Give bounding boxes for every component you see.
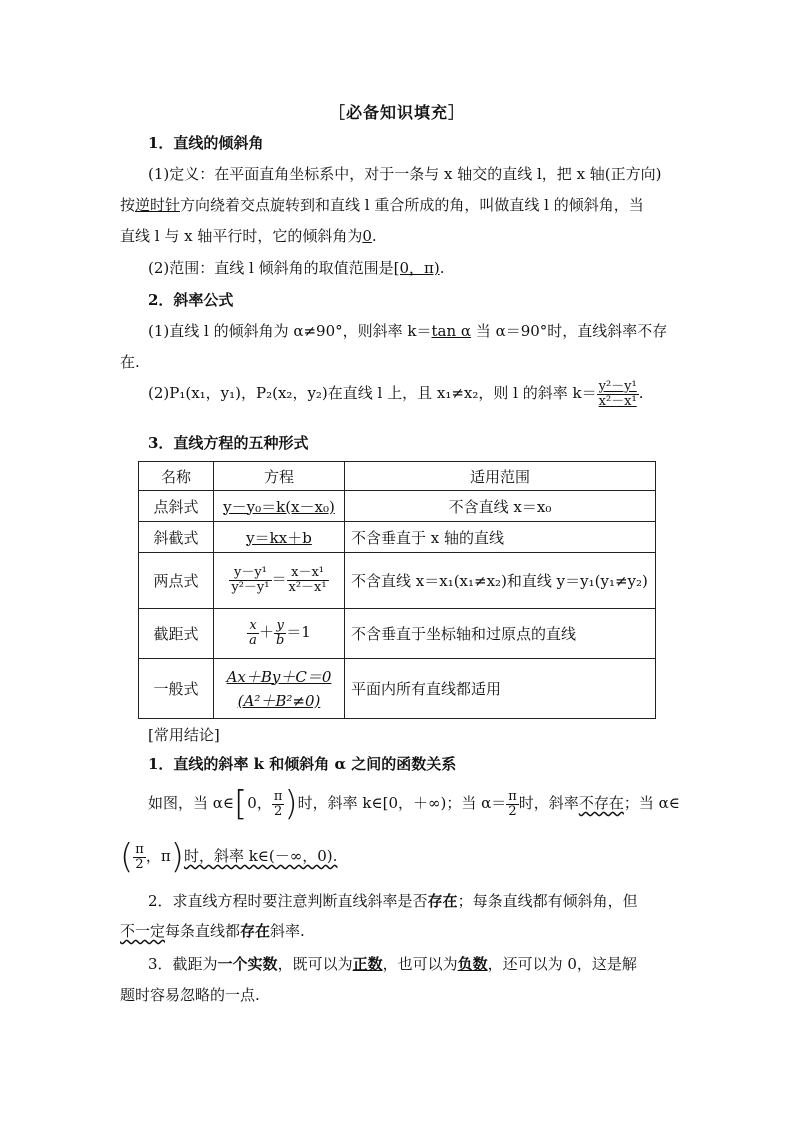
fraction-numerator: y²－y¹ xyxy=(598,379,637,394)
emphasis-not-exist: 不存在 xyxy=(578,794,624,812)
form-scope: 不含直线 x＝x₁(x₁≠x₂)和直线 y＝y₁(y₁≠y₂) xyxy=(345,553,656,609)
text: 如图，当 α∈ xyxy=(148,794,235,812)
conclusions-label: [常用结论] xyxy=(148,726,220,744)
form-scope: 不含直线 x＝x₀ xyxy=(345,491,656,522)
fraction xyxy=(247,619,259,647)
text: . xyxy=(439,259,445,277)
form-scope: 不含垂直于 x 轴的直线 xyxy=(345,522,656,553)
slope-line-3 xyxy=(148,380,644,408)
slope-line-2: 在. xyxy=(120,353,140,371)
numerator: x－x¹ xyxy=(287,566,329,581)
answer-range: [0，π) xyxy=(393,259,440,277)
pi-over-two xyxy=(133,843,146,871)
denominator: x²－x¹ xyxy=(288,580,327,595)
numerator: π xyxy=(135,841,144,857)
numerator: π xyxy=(508,788,517,804)
text: 当 α＝90°时，直线斜率不存 xyxy=(471,322,668,340)
denominator: y²－y¹ xyxy=(231,580,270,595)
numerator: π xyxy=(273,788,283,804)
answer-zero: 0 xyxy=(362,227,372,245)
emphasis-a-real-number: 一个实数 xyxy=(217,955,278,973)
text: 斜率. xyxy=(270,922,305,940)
header-equation: 方程 xyxy=(214,462,345,491)
right-paren: ) xyxy=(170,837,184,877)
conclusion-1-line-2 xyxy=(120,836,337,876)
text: . xyxy=(371,227,377,245)
denominator: a xyxy=(249,633,257,648)
text: ，也可以为 xyxy=(382,955,458,973)
emphasis-exist: 存在 xyxy=(427,892,458,910)
text: 时，斜率 k∈[0，＋∞)；当 α＝ xyxy=(297,794,507,812)
denominator: b xyxy=(275,633,285,648)
text: ；当 α∈ xyxy=(623,794,680,812)
equation-condition: (A²＋B²≠0) xyxy=(237,691,321,710)
conclusion-1-line-1 xyxy=(148,783,680,823)
text: (2)P₁(x₁，y₁)，P₂(x₂，y₂)在直线 l 上，且 x₁≠x₂，则 l 的斜率 k＝ xyxy=(148,384,597,403)
operator: ＝ xyxy=(271,570,287,589)
definition-line-1: (1)定义：在平面直角坐标系中，对于一条与 x 轴交的直线 l，把 x 轴(正方向) xyxy=(148,165,662,183)
heading-inclination: 1．直线的倾斜角 xyxy=(148,134,264,152)
text: 3．截距为 xyxy=(148,955,218,973)
denominator: 2 xyxy=(508,803,517,819)
text: 直线 l 与 x 轴平行时，它的倾斜角为 xyxy=(120,227,363,245)
text: (2)范围：直线 l 倾斜角的取值范围是 xyxy=(148,259,394,277)
text: ；每条直线都有倾斜角，但 xyxy=(457,892,638,910)
denominator: 2 xyxy=(135,856,144,872)
right-paren: ) xyxy=(284,784,298,824)
fraction xyxy=(229,566,271,594)
two-point-slope-fraction xyxy=(597,380,639,408)
emphasis-not-necessarily: 不一定 xyxy=(120,922,166,940)
fraction-denominator: x²－x¹ xyxy=(598,393,637,409)
table-row xyxy=(139,609,656,659)
operator: ＋ xyxy=(258,623,274,642)
table-row xyxy=(139,491,656,522)
conclusion-3-line-2: 题时容易忽略的一点. xyxy=(120,986,260,1004)
heading-five-forms: 3．直线方程的五种形式 xyxy=(148,434,309,452)
table-row xyxy=(139,659,656,719)
form-equation xyxy=(214,491,345,522)
form-name: 一般式 xyxy=(139,659,214,719)
text: 方向绕着交点旋转到和直线 l 重合所成的角，叫做直线 l 的倾斜角，当 xyxy=(180,196,644,214)
answer-counterclockwise: 逆时针 xyxy=(135,196,181,214)
header-scope: 适用范围 xyxy=(345,462,656,491)
text: 时，斜率 xyxy=(518,794,579,812)
conclusion-1-heading: 1．直线的斜率 k 和倾斜角 α 之间的函数关系 xyxy=(148,755,457,773)
form-name: 点斜式 xyxy=(139,491,214,522)
form-equation xyxy=(214,553,345,609)
text: 0， xyxy=(247,794,272,812)
conclusion-3-line-1 xyxy=(148,953,637,974)
numerator: x xyxy=(247,619,259,634)
conclusion-2-line-1 xyxy=(148,890,638,911)
form-equation xyxy=(214,659,345,719)
emphasis-positive: 正数 xyxy=(352,955,383,973)
emphasis-exist: 存在 xyxy=(240,922,271,940)
form-name: 截距式 xyxy=(139,609,214,659)
form-equation xyxy=(214,522,345,553)
numerator: y－y¹ xyxy=(229,566,271,581)
text: 时，斜率 k∈(－∞，0). xyxy=(183,847,338,865)
form-name: 斜截式 xyxy=(139,522,214,553)
header-name: 名称 xyxy=(139,462,214,491)
text: 按 xyxy=(120,196,136,214)
pi-over-two xyxy=(506,790,519,818)
form-equation xyxy=(214,609,345,659)
form-scope: 平面内所有直线都适用 xyxy=(345,659,656,719)
left-bracket: [ xyxy=(234,784,248,824)
text: ，π xyxy=(145,847,171,865)
equation-tail: ＝1 xyxy=(286,623,311,642)
table-row xyxy=(139,553,656,609)
text: 2．求直线方程时要注意判断直线斜率是否 xyxy=(148,892,428,910)
table-row xyxy=(139,522,656,553)
table-header-row xyxy=(139,462,656,491)
line-equation-forms-table xyxy=(138,461,656,719)
range-line xyxy=(148,257,444,278)
text: . xyxy=(638,384,644,403)
emphasis-negative: 负数 xyxy=(457,955,488,973)
left-paren: ( xyxy=(120,837,134,877)
fraction xyxy=(274,619,286,647)
section-title: ［必备知识填充］ xyxy=(328,103,465,122)
denominator: 2 xyxy=(273,803,283,819)
equation-text: y－y₀＝k(x－x₀) xyxy=(223,497,335,516)
slope-line-1 xyxy=(148,320,667,341)
fraction xyxy=(287,566,329,594)
definition-line-2 xyxy=(120,194,644,215)
pi-over-two xyxy=(272,790,285,818)
equation-text: Ax＋By＋C＝0 xyxy=(226,667,332,686)
text: 每条直线都 xyxy=(165,922,241,940)
form-name: 两点式 xyxy=(139,553,214,609)
heading-slope-formula: 2．斜率公式 xyxy=(148,291,234,309)
conclusion-2-line-2 xyxy=(120,920,305,941)
definition-line-3 xyxy=(120,225,377,246)
equation-text: y＝kx＋b xyxy=(246,528,312,547)
text: ，既可以为 xyxy=(277,955,353,973)
text: ，还可以为 0，这是解 xyxy=(487,955,637,973)
form-scope: 不含垂直于坐标轴和过原点的直线 xyxy=(345,609,656,659)
answer-tan-alpha: tan α xyxy=(431,322,472,340)
text: (1)直线 l 的倾斜角为 α≠90°，则斜率 k＝ xyxy=(148,322,432,340)
numerator: y xyxy=(274,619,286,634)
